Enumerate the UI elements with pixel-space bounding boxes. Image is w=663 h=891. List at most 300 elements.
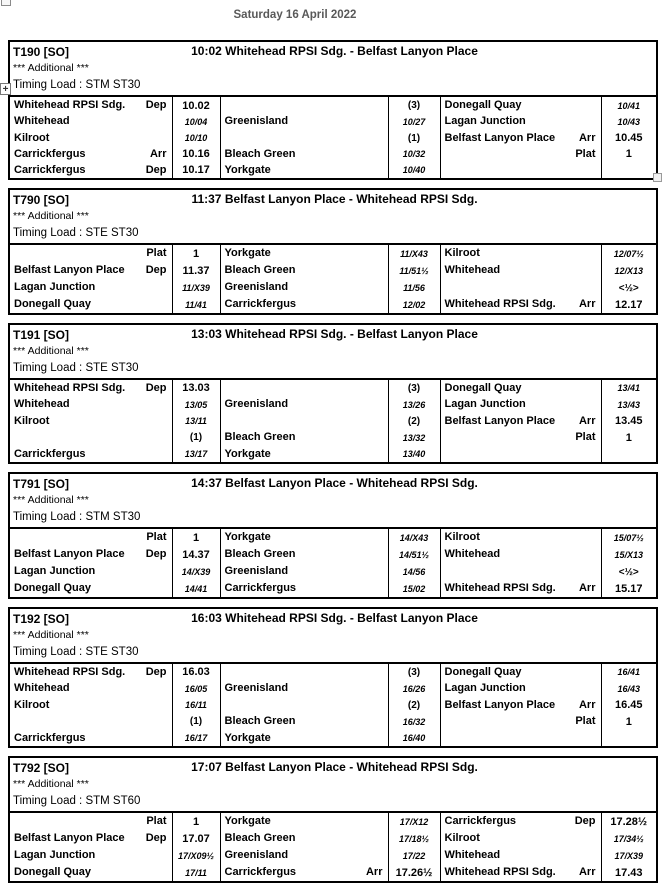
time-value: 12/02: [402, 299, 426, 310]
station-name: Bleach Green: [224, 547, 296, 560]
time-cell: [172, 397, 220, 413]
train-id: T790 [SO]: [13, 192, 70, 207]
station-name: Carrickfergus: [224, 865, 297, 878]
time-cell: [601, 580, 656, 597]
time-value: 14/41: [184, 583, 208, 594]
station-cell: [220, 563, 388, 580]
time-value: 11/X39: [182, 282, 210, 293]
timetable-grid: [10, 378, 656, 462]
time-cell: [388, 379, 440, 397]
timetable-row: [10, 446, 656, 462]
time-cell: [172, 697, 220, 714]
time-cell: [601, 563, 656, 580]
station-name: Kilroot: [14, 698, 50, 711]
station-name: Donegall Quay: [444, 381, 522, 394]
time-cell: [172, 864, 220, 881]
time-value: 15/X13: [614, 549, 644, 560]
additional-note: *** Additional ***: [13, 344, 89, 357]
additional-note: *** Additional ***: [13, 209, 89, 222]
time-value: <½>: [618, 282, 639, 294]
station-cell: [440, 713, 601, 730]
time-value: 16.03: [182, 666, 210, 679]
timetable-grid: [10, 95, 656, 178]
service-block: [8, 472, 658, 599]
time-cell: [172, 262, 220, 279]
station-cell: [440, 546, 601, 563]
time-value: 10/41: [617, 100, 641, 111]
time-value: 13/32: [402, 432, 426, 443]
time-cell: [601, 262, 656, 279]
time-value: 17.28½: [610, 815, 648, 828]
time-cell: [172, 279, 220, 296]
station-name: Greenisland: [224, 564, 289, 577]
time-value: 17/X12: [399, 816, 429, 827]
time-cell: [172, 244, 220, 262]
station-cell: [220, 146, 388, 162]
timetable-row: [10, 847, 656, 864]
time-cell: [172, 146, 220, 162]
time-cell: [601, 864, 656, 881]
time-cell: [388, 413, 440, 430]
station-cell: [440, 730, 601, 746]
time-value: 13/41: [617, 383, 641, 394]
timetable-row: [10, 546, 656, 563]
station-cell: [440, 397, 601, 413]
arr-dep-label: Arr: [578, 581, 596, 594]
time-cell: [172, 580, 220, 597]
station-cell: [220, 296, 388, 313]
station-cell: [220, 379, 388, 397]
timetable-row: [10, 812, 656, 830]
station-cell: [10, 713, 172, 730]
station-name: Yorkgate: [224, 814, 271, 827]
station-name: Carrickfergus: [14, 147, 86, 160]
timetable-grid: [10, 243, 656, 313]
time-value: (2): [407, 415, 421, 427]
station-cell: [220, 864, 388, 881]
time-value: 15/02: [402, 583, 426, 594]
time-value: 11.37: [182, 264, 210, 277]
time-value: 17/18½: [398, 833, 430, 844]
time-value: 16/41: [617, 667, 641, 678]
time-cell: [601, 830, 656, 847]
timetable-row: [10, 528, 656, 546]
train-id: T791 [SO]: [13, 476, 70, 491]
station-cell: [220, 830, 388, 847]
time-cell: [172, 528, 220, 546]
station-name: Belfast Lanyon Place: [444, 698, 556, 711]
station-cell: [440, 130, 601, 147]
timetable-row: [10, 162, 656, 178]
train-title: 11:37 Belfast Lanyon Place - Whitehead RPSI Sdg.: [191, 191, 478, 206]
time-cell: [601, 146, 656, 162]
station-name: Greenisland: [224, 398, 289, 411]
time-cell: [172, 130, 220, 147]
timetable-row: [10, 244, 656, 262]
arr-dep-label: Plat: [575, 147, 596, 160]
time-cell: [172, 546, 220, 563]
station-cell: [440, 697, 601, 714]
station-name: Lagan Junction: [14, 564, 96, 577]
time-value: 17/22: [402, 850, 426, 861]
arr-dep-label: Arr: [578, 698, 596, 711]
timetable-row: [10, 96, 656, 114]
time-value: 10/27: [402, 116, 426, 127]
timetable-row: [10, 279, 656, 296]
train-id: T192 [SO]: [13, 611, 70, 626]
timetable-row: [10, 830, 656, 847]
station-cell: [10, 130, 172, 147]
time-value: 17/X39: [614, 850, 644, 861]
arr-dep-label: Arr: [149, 147, 167, 160]
station-cell: [220, 244, 388, 262]
station-cell: [220, 663, 388, 681]
time-value: 17.43: [614, 866, 643, 879]
time-value: 1: [192, 247, 200, 260]
arr-dep-label: Arr: [578, 414, 596, 427]
time-cell: [172, 96, 220, 114]
station-name: Yorkgate: [224, 447, 271, 460]
service-header: [10, 190, 656, 243]
time-cell: [388, 130, 440, 147]
time-cell: [388, 697, 440, 714]
station-cell: [10, 864, 172, 881]
station-cell: [10, 563, 172, 580]
station-name: Yorkgate: [224, 530, 271, 543]
time-cell: [601, 429, 656, 446]
time-cell: [388, 713, 440, 730]
time-value: 11/X43: [400, 248, 428, 259]
time-value: 1: [625, 431, 632, 444]
timetable-row: [10, 697, 656, 714]
time-value: (1): [407, 132, 421, 144]
time-cell: [601, 681, 656, 697]
station-cell: [10, 697, 172, 714]
service-header: [10, 325, 656, 378]
service-block: [8, 188, 658, 315]
station-name: Lagan Junction: [444, 682, 526, 695]
station-cell: [220, 847, 388, 864]
time-cell: [172, 730, 220, 746]
timetable-row: [10, 262, 656, 279]
timetable-blocks: [0, 40, 663, 883]
station-name: Whitehead: [14, 398, 70, 411]
time-value: 13/40: [402, 449, 426, 460]
time-value: 11/51½: [399, 265, 429, 276]
train-id: T191 [SO]: [13, 327, 70, 342]
station-cell: [10, 429, 172, 446]
time-cell: [601, 663, 656, 681]
arr-dep-label: Plat: [146, 814, 167, 827]
station-cell: [10, 681, 172, 697]
timetable-row: [10, 681, 656, 697]
time-value: 13.03: [182, 382, 210, 395]
time-value: 16/26: [402, 683, 426, 694]
time-cell: [601, 130, 656, 147]
station-name: Whitehead: [444, 263, 501, 276]
table-move-handle-icon[interactable]: +: [0, 83, 11, 95]
station-name: Bleach Green: [224, 431, 296, 444]
time-cell: [172, 681, 220, 697]
station-name: Kilroot: [14, 414, 50, 427]
station-cell: [440, 429, 601, 446]
time-value: (1): [189, 716, 203, 728]
arr-dep-label: Arr: [365, 865, 383, 878]
station-name: Donegall Quay: [14, 581, 92, 594]
station-name: Lagan Junction: [14, 280, 96, 293]
timetable-row: [10, 413, 656, 430]
station-name: Kilroot: [14, 131, 50, 144]
time-cell: [172, 812, 220, 830]
time-cell: [388, 429, 440, 446]
service-block: [8, 323, 658, 464]
timetable-row: [10, 580, 656, 597]
timetable-row: [10, 864, 656, 881]
arr-dep-label: Plat: [146, 530, 167, 543]
time-value: 10/40: [402, 165, 426, 176]
time-cell: [388, 812, 440, 830]
timetable-grid: [10, 527, 656, 597]
station-name: Whitehead: [444, 848, 501, 861]
time-value: 10/04: [184, 116, 208, 127]
station-cell: [220, 397, 388, 413]
arr-dep-label: Dep: [145, 99, 167, 111]
station-cell: [440, 162, 601, 178]
station-cell: [440, 114, 601, 130]
station-cell: [10, 96, 172, 114]
service-block: [8, 607, 658, 748]
time-cell: [388, 847, 440, 864]
arr-dep-label: Plat: [575, 715, 596, 728]
station-name: Bleach Green: [224, 147, 296, 160]
station-cell: [440, 663, 601, 681]
service-block: [8, 756, 658, 883]
station-name: Belfast Lanyon Place: [14, 263, 125, 276]
station-name: Yorkgate: [224, 246, 271, 259]
arr-dep-label: Dep: [145, 381, 167, 394]
station-cell: [220, 114, 388, 130]
additional-note: *** Additional ***: [13, 628, 89, 641]
time-cell: [388, 244, 440, 262]
train-title: 10:02 Whitehead RPSI Sdg. - Belfast Lanyon Place: [191, 44, 478, 58]
station-name: Whitehead RPSI Sdg.: [14, 99, 126, 111]
time-cell: [601, 847, 656, 864]
arr-dep-label: Dep: [145, 831, 167, 844]
timetable-row: [10, 397, 656, 413]
additional-note: *** Additional ***: [13, 777, 89, 790]
station-name: Donegall Quay: [14, 865, 92, 878]
time-value: (1): [189, 432, 203, 444]
station-cell: [220, 130, 388, 147]
arr-dep-label: Dep: [574, 814, 596, 827]
station-cell: [440, 96, 601, 114]
station-cell: [440, 244, 601, 262]
time-cell: [172, 429, 220, 446]
station-name: Kilroot: [444, 246, 480, 259]
station-cell: [10, 379, 172, 397]
time-cell: [388, 114, 440, 130]
station-cell: [10, 580, 172, 597]
time-cell: [388, 296, 440, 313]
timing-load: Timing Load : STM ST30: [13, 510, 141, 523]
time-cell: [601, 379, 656, 397]
station-name: Whitehead RPSI Sdg.: [444, 297, 556, 310]
time-cell: [601, 812, 656, 830]
station-cell: [440, 262, 601, 279]
time-value: 16/32: [402, 716, 426, 727]
time-cell: [388, 730, 440, 746]
station-cell: [440, 446, 601, 462]
station-cell: [10, 730, 172, 746]
station-name: Whitehead RPSI Sdg.: [444, 581, 556, 594]
time-value: <½>: [618, 566, 639, 578]
station-cell: [220, 429, 388, 446]
time-cell: [601, 697, 656, 714]
arr-dep-label: Plat: [575, 431, 596, 444]
time-cell: [388, 162, 440, 178]
time-value: 14/X39: [181, 566, 211, 577]
station-cell: [440, 413, 601, 430]
station-cell: [220, 697, 388, 714]
timing-load: Timing Load : STE ST30: [13, 361, 139, 374]
train-id: T792 [SO]: [13, 760, 70, 775]
station-cell: [220, 262, 388, 279]
time-value: 1: [625, 715, 632, 728]
train-title: 14:37 Belfast Lanyon Place - Whitehead RPSI Sdg.: [191, 475, 478, 490]
time-value: 1: [192, 815, 200, 828]
timetable-row: [10, 114, 656, 130]
time-value: 16/40: [402, 733, 426, 744]
clipped-resize-handle-icon[interactable]: [1, 0, 11, 6]
station-cell: [440, 580, 601, 597]
time-cell: [172, 296, 220, 313]
additional-note: *** Additional ***: [13, 62, 89, 74]
station-cell: [10, 546, 172, 563]
time-cell: [601, 279, 656, 296]
station-cell: [220, 546, 388, 563]
station-cell: [440, 296, 601, 313]
time-value: 17.26½: [395, 866, 433, 879]
time-value: 14/56: [402, 566, 426, 577]
time-cell: [388, 397, 440, 413]
time-cell: [388, 146, 440, 162]
time-value: 16.45: [614, 699, 643, 712]
station-name: Whitehead RPSI Sdg.: [14, 665, 126, 678]
station-cell: [220, 96, 388, 114]
timetable-row: [10, 296, 656, 313]
time-value: 13/43: [617, 399, 641, 410]
station-name: Whitehead: [14, 682, 70, 695]
train-title: 17:07 Belfast Lanyon Place - Whitehead RPSI Sdg.: [191, 759, 478, 774]
station-cell: [220, 413, 388, 430]
time-value: 13/17: [184, 449, 208, 460]
time-cell: [601, 244, 656, 262]
timetable-row: [10, 146, 656, 162]
station-cell: [440, 681, 601, 697]
time-value: (2): [407, 699, 421, 711]
time-cell: [172, 713, 220, 730]
station-cell: [10, 397, 172, 413]
time-cell: [601, 114, 656, 130]
time-cell: [601, 730, 656, 746]
time-cell: [388, 580, 440, 597]
time-value: 17.07: [182, 832, 210, 845]
time-value: 10.02: [182, 99, 210, 112]
time-value: 13/11: [185, 416, 207, 427]
time-cell: [388, 830, 440, 847]
station-name: Greenisland: [224, 115, 289, 128]
timing-load: Timing Load : STE ST30: [13, 645, 139, 658]
station-name: Bleach Green: [224, 263, 296, 276]
time-cell: [172, 663, 220, 681]
station-name: Belfast Lanyon Place: [444, 414, 556, 427]
time-cell: [172, 379, 220, 397]
station-cell: [10, 812, 172, 830]
time-value: 15.17: [614, 582, 643, 595]
timing-load: Timing Load : STM ST60: [13, 794, 141, 807]
station-name: Lagan Junction: [444, 398, 526, 411]
time-cell: [601, 713, 656, 730]
time-cell: [172, 413, 220, 430]
station-cell: [10, 244, 172, 262]
station-cell: [440, 812, 601, 830]
station-name: Bleach Green: [224, 715, 296, 728]
timetable-row: [10, 713, 656, 730]
station-cell: [440, 847, 601, 864]
arr-dep-label: Arr: [578, 131, 596, 144]
service-header: [10, 42, 656, 95]
time-value: (3): [407, 666, 421, 678]
station-cell: [10, 847, 172, 864]
time-cell: [388, 563, 440, 580]
time-value: (3): [407, 100, 421, 111]
station-cell: [440, 146, 601, 162]
station-cell: [10, 296, 172, 313]
time-cell: [601, 296, 656, 313]
station-name: Carrickfergus: [14, 163, 86, 176]
station-name: Carrickfergus: [224, 297, 297, 310]
station-cell: [220, 681, 388, 697]
station-cell: [10, 528, 172, 546]
station-cell: [220, 446, 388, 462]
table-resize-handle-icon[interactable]: [653, 173, 662, 182]
arr-dep-label: Dep: [145, 163, 167, 176]
timetable-row: [10, 429, 656, 446]
station-name: Carrickfergus: [14, 447, 86, 460]
time-value: 10/10: [184, 133, 208, 144]
time-cell: [601, 96, 656, 114]
time-value: (3): [407, 382, 421, 394]
station-cell: [220, 730, 388, 746]
timetable-row: [10, 663, 656, 681]
station-cell: [10, 413, 172, 430]
additional-note: *** Additional ***: [13, 493, 89, 506]
time-cell: [172, 446, 220, 462]
time-cell: [601, 397, 656, 413]
station-name: Bleach Green: [224, 831, 296, 844]
station-name: Carrickfergus: [444, 814, 517, 827]
time-value: 17/X09½: [177, 850, 215, 861]
time-cell: [172, 162, 220, 178]
timing-load: Timing Load : STE ST30: [13, 226, 139, 239]
station-cell: [10, 262, 172, 279]
time-cell: [172, 563, 220, 580]
arr-dep-label: Plat: [146, 246, 167, 259]
station-cell: [220, 162, 388, 178]
time-value: 10/43: [617, 116, 641, 127]
time-value: 17/34½: [613, 833, 644, 844]
station-name: Lagan Junction: [14, 848, 96, 861]
